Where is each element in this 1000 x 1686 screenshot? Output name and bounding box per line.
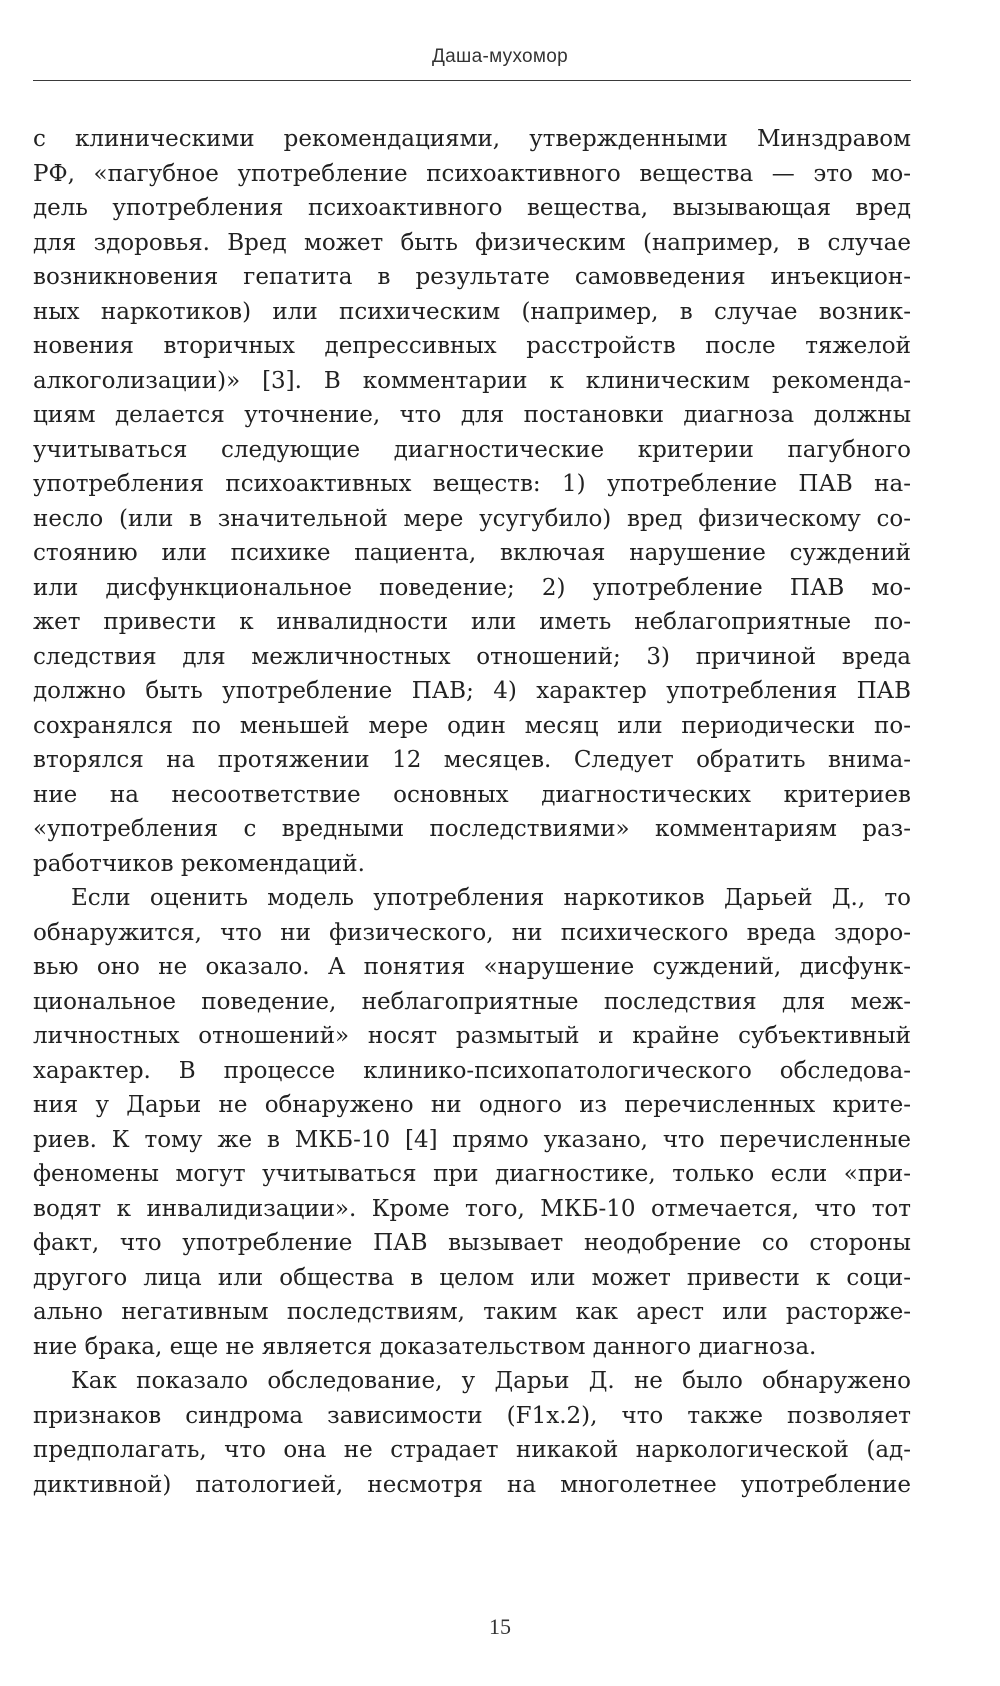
text-line: предполагать, что она не страдает никакой наркологической (ад-: [33, 1437, 911, 1463]
text-line: несло (или в значительной мере усугубило) вред физическому со-: [33, 505, 911, 532]
text-line: водят к инвалидизации». Кроме того, МКБ-10 отмечается, что тот: [33, 1195, 911, 1222]
text-line: «употребления с вредными последствиями» комментариям раз-: [33, 816, 911, 842]
text-line: жет привести к инвалидности или иметь неблагоприятные по-: [33, 609, 911, 635]
text-line: или дисфункциональное поведение; 2) употребление ПАВ мо-: [33, 574, 911, 601]
text-line: употребления психоактивных веществ: 1) употребление ПАВ на-: [33, 471, 911, 497]
text-line: РФ, «пагубное употребление психоактивного вещества — это мо-: [33, 160, 911, 187]
text-line: следствия для межличностных отношений; 3) причиной вреда: [33, 643, 911, 670]
text-line: должно быть употребление ПАВ; 4) характер употребления ПАВ: [33, 678, 911, 704]
text-line: риев. К тому же в МКБ-10 [4] прямо указано, что перечисленные: [33, 1126, 911, 1153]
text-line: ние на несоответствие основных диагностических критериев: [33, 781, 911, 808]
text-line: алкоголизации)» [3]. В комментарии к клиническим рекоменда-: [33, 367, 911, 394]
text-line: сохранялся по меньшей мере один месяц или периодически по-: [33, 712, 911, 739]
text-line: признаков синдрома зависимости (F1x.2), что также позволяет: [33, 1402, 911, 1429]
text-line: работчиков рекомендаций.: [33, 850, 365, 877]
text-line: новения вторичных депрессивных расстройств после тяжелой: [33, 333, 911, 359]
text-line: циональное поведение, неблагоприятные последствия для меж-: [33, 988, 911, 1015]
text-line: диктивной) патологией, несмотря на многолетнее употребление: [33, 1471, 911, 1498]
text-line: дель употребления психоактивного вещества, вызывающая вред: [33, 195, 911, 221]
text-line: для здоровья. Вред может быть физическим (например, в случае: [33, 229, 911, 256]
text-line: ально негативным последствиям, таким как арест или расторже-: [33, 1299, 911, 1325]
page-number: 15: [489, 1614, 511, 1639]
text-line: характер. В процессе клинико-психопатологического обследова-: [33, 1057, 911, 1084]
text-line: личностных отношений» носят размытый и крайне субъективный: [33, 1023, 911, 1049]
text-line: учитываться следующие диагностические критерии пагубного: [33, 436, 911, 463]
text-line: вторялся на протяжении 12 месяцев. Следует обратить внима-: [33, 747, 911, 773]
text-line: феномены могут учитываться при диагностике, только если «при-: [33, 1161, 911, 1187]
text-line: Как показало обследование, у Дарьи Д. не было обнаружено: [71, 1368, 911, 1394]
text-line: ние брака, еще не является доказательством данного диагноза.: [33, 1333, 817, 1360]
text-line: обнаружится, что ни физического, ни психического вреда здоро-: [33, 919, 911, 946]
text-line: стоянию или психике пациента, включая нарушение суждений: [33, 540, 911, 566]
text-line: другого лица или общества в целом или может привести к соци-: [33, 1264, 911, 1291]
text-line: Если оценить модель употребления наркотиков Дарьей Д., то: [71, 885, 911, 911]
text-line: факт, что употребление ПАВ вызывает неодобрение со стороны: [33, 1230, 911, 1256]
text-line: возникновения гепатита в результате самовведения инъекцион-: [33, 264, 911, 290]
header-rule: [33, 80, 911, 81]
text-line: вью оно не оказало. А понятия «нарушение суждений, дисфунк-: [33, 954, 911, 980]
text-line: ния у Дарьи не обнаружено ни одного из перечисленных крите-: [33, 1092, 911, 1118]
text-line: с клиническими рекомендациями, утвержденными Минздравом: [33, 126, 911, 152]
running-title: Даша-мухомор: [432, 46, 568, 67]
text-line: циям делается уточнение, что для постановки диагноза должны: [33, 402, 911, 428]
page-body: [33, 122, 911, 1502]
text-line: ных наркотиков) или психическим (например, в случае возник-: [33, 298, 911, 325]
